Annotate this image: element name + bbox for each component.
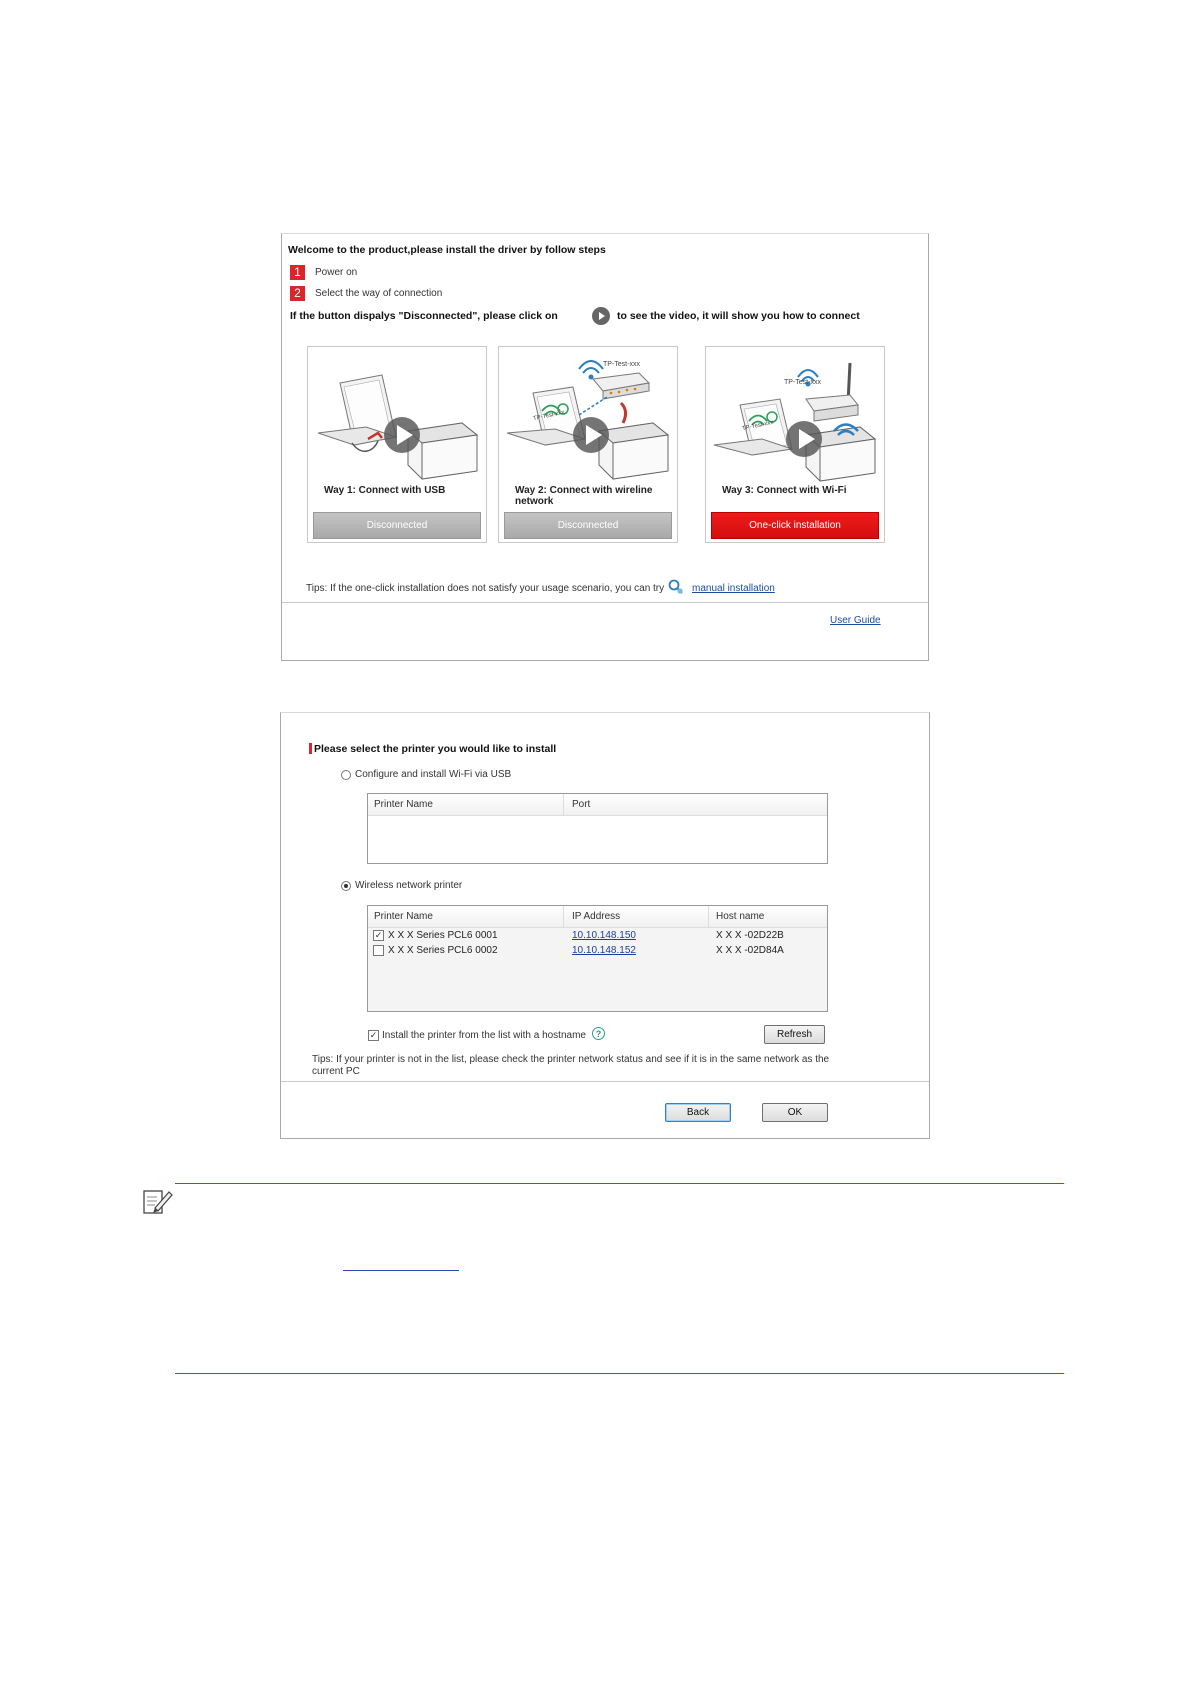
play-icon	[592, 307, 610, 325]
video-hint-before: If the button dispalys "Disconnected", please click on	[290, 310, 558, 322]
step-1-badge: 1	[290, 265, 305, 280]
way-2-card	[498, 346, 678, 543]
help-icon[interactable]: ?	[592, 1027, 605, 1040]
note-bottom-rule	[175, 1373, 1064, 1374]
refresh-button[interactable]: Refresh	[764, 1025, 825, 1044]
way-2-label: Way 2: Connect with wireline network	[515, 485, 653, 507]
step-2-badge: 2	[290, 286, 305, 301]
note-top-rule	[175, 1183, 1064, 1184]
magnifier-gear-icon[interactable]	[668, 579, 684, 595]
printer-2-name: X X X Series PCL6 0002	[388, 945, 498, 956]
way-1-label: Way 1: Connect with USB	[324, 485, 446, 496]
wired-network-illustration-icon[interactable]	[503, 353, 673, 483]
hostname-option-label: Install the printer from the list with a hostname	[382, 1030, 586, 1041]
step-1-label: Power on	[315, 267, 358, 278]
welcome-title: Welcome to the product,please install the driver by follow steps	[288, 244, 606, 256]
printer-1-ip[interactable]: 10.10.148.150	[572, 930, 636, 941]
printer-2-checkbox[interactable]	[373, 945, 384, 956]
wireless-printer-table[interactable]	[367, 905, 828, 1012]
select-tips-line-1: Tips: If your printer is not in the list, please check the printer network status and see if it is in the same network as the	[312, 1054, 830, 1065]
wireless-col-host-name[interactable]: Host name	[716, 911, 765, 922]
select-tips	[312, 1054, 912, 1078]
way-2-laptop-label: TP-Test-xxx	[532, 409, 565, 423]
note-link-underline	[343, 1270, 459, 1271]
printer-1-checkbox[interactable]: ✓	[374, 930, 383, 940]
printer-select-panel	[280, 712, 930, 1139]
way-3-laptop-label: TP-Test-xxx	[741, 419, 774, 433]
usb-disconnected-button[interactable]: Disconnected	[313, 512, 481, 539]
wireless-option-label: Wireless network printer	[355, 880, 463, 891]
usb-wifi-option-label: Configure and install Wi-Fi via USB	[355, 769, 512, 780]
wireless-printer-radio[interactable]	[341, 881, 351, 891]
user-guide-link[interactable]: User Guide	[830, 615, 881, 626]
driver-install-welcome-panel	[281, 233, 929, 661]
way-3-card	[705, 346, 885, 543]
select-tips-line-2: current PC	[312, 1066, 360, 1077]
wireless-col-separator-2	[708, 906, 709, 927]
way-3-router-label: TP-Test-xxx	[784, 379, 821, 386]
wireless-col-separator-1	[563, 906, 564, 927]
back-button[interactable]: Back	[665, 1103, 731, 1122]
note-pencil-icon	[141, 1186, 173, 1218]
usb-connection-illustration-icon[interactable]	[312, 353, 482, 483]
wifi-connection-illustration-icon[interactable]	[710, 353, 880, 483]
video-hint-after: to see the video, it will show you how to connect	[617, 310, 860, 322]
wired-disconnected-button[interactable]: Disconnected	[504, 512, 672, 539]
printer-2-host: X X X -02D84A	[716, 945, 784, 956]
manual-installation-link[interactable]: manual installation	[692, 583, 775, 594]
step-2-label: Select the way of connection	[315, 288, 443, 299]
way-3-label: Way 3: Connect with Wi-Fi	[722, 485, 847, 496]
way-2-router-label: TP-Test-xxx	[603, 361, 640, 368]
usb-col-printer-name[interactable]: Printer Name	[374, 799, 433, 810]
printer-1-name: X X X Series PCL6 0001	[388, 930, 498, 941]
wireless-col-ip-address[interactable]: IP Address	[572, 911, 621, 922]
printer-2-ip[interactable]: 10.10.148.152	[572, 945, 636, 956]
table-row[interactable]	[368, 943, 827, 958]
welcome-tips: Tips: If the one-click installation does not satisfy your usage scenario, you can try	[306, 583, 665, 594]
one-click-installation-button[interactable]: One-click installation	[711, 512, 879, 539]
way-1-card	[307, 346, 487, 543]
welcome-footer-divider	[282, 602, 928, 603]
wireless-col-printer-name[interactable]: Printer Name	[374, 911, 433, 922]
select-title: Please select the printer you would like to install	[314, 743, 557, 755]
wireless-table-header	[368, 906, 827, 928]
section-accent-bar	[309, 743, 312, 754]
usb-wifi-radio[interactable]	[341, 770, 351, 780]
hostname-checkbox[interactable]: ✓	[369, 1030, 378, 1040]
select-footer-divider	[281, 1081, 929, 1082]
usb-printer-table[interactable]	[367, 793, 828, 864]
ok-button[interactable]: OK	[762, 1103, 828, 1122]
printer-1-host: X X X -02D22B	[716, 930, 784, 941]
usb-col-port[interactable]: Port	[572, 799, 591, 810]
usb-table-header	[368, 794, 827, 816]
usb-col-separator	[563, 794, 564, 815]
table-row[interactable]	[368, 928, 827, 943]
